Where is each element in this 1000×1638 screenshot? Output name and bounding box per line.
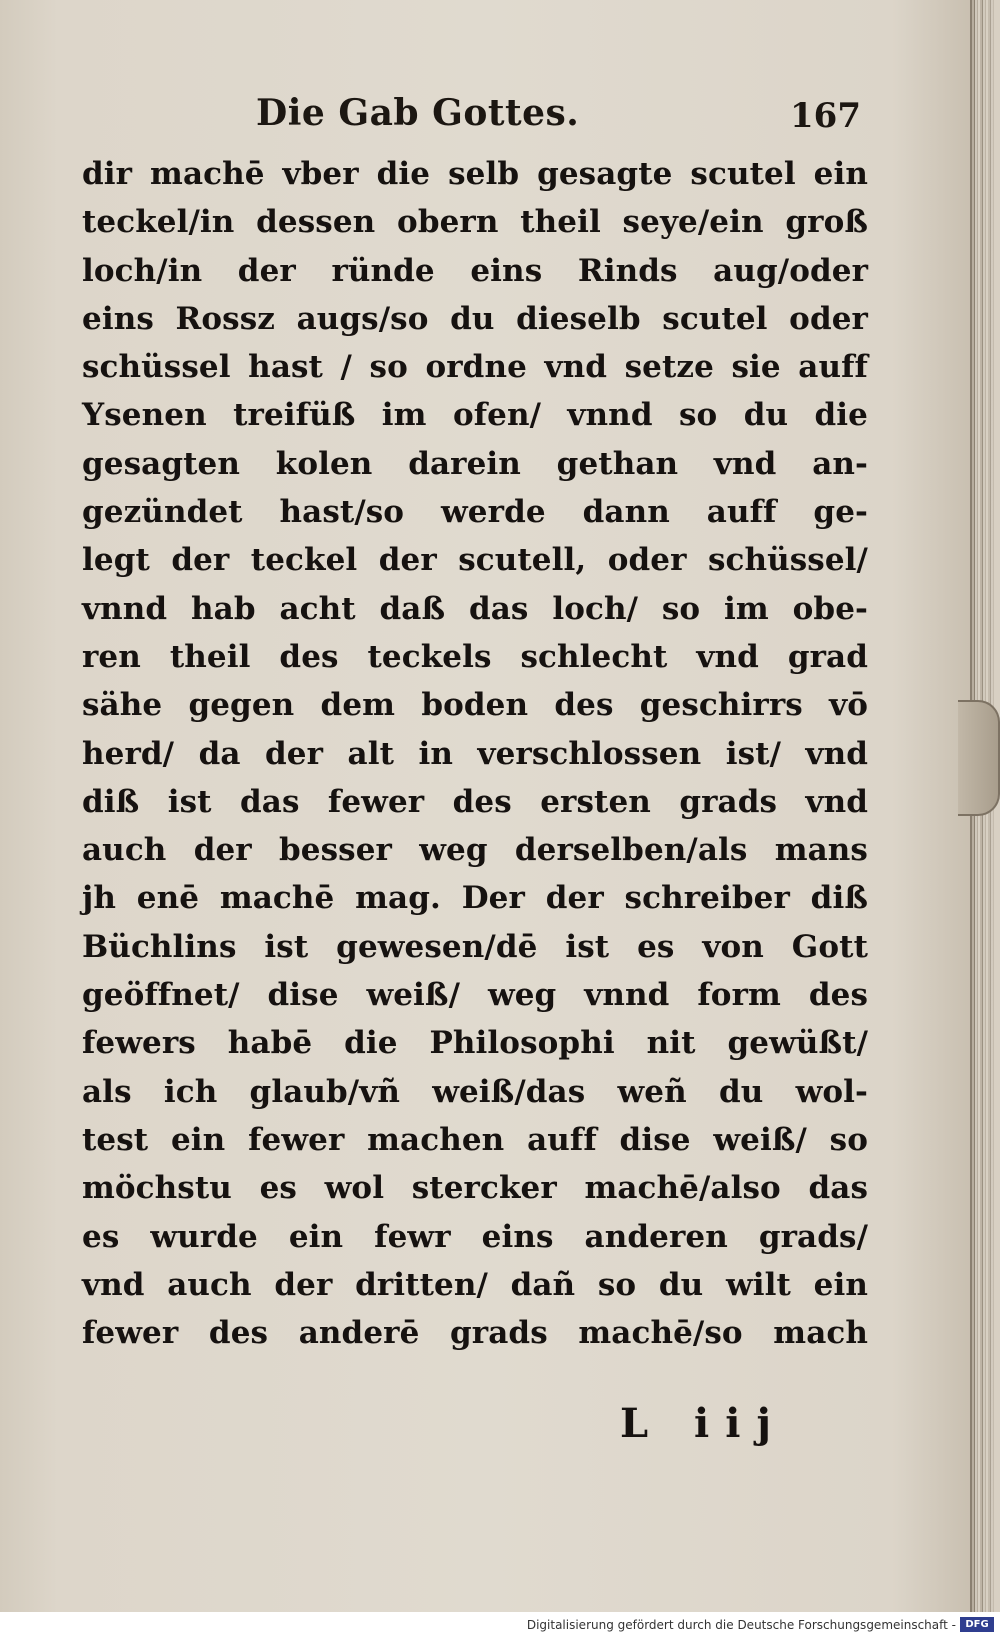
text-line: diß ist das fewer des ersten grads vnd bbox=[82, 783, 868, 820]
text-line: fewers habē die Philosophi nit gewüßt/ bbox=[82, 1025, 868, 1062]
text-line: dir machē vber die selb gesagte scutel ein bbox=[82, 156, 868, 192]
signature-mark: L iij bbox=[620, 1400, 787, 1447]
text-line: auch der besser weg derselben/als mans bbox=[82, 832, 868, 869]
text-line: vnnd hab acht daß das loch/ so im obe- bbox=[82, 590, 868, 627]
text-line: vnd auch der dritten/ dañ so du wilt ein bbox=[82, 1266, 868, 1303]
text-line: es wurde ein fewr eins anderen grads/ bbox=[82, 1218, 868, 1255]
text-line: gezündet hast/so werde dann auff ge- bbox=[82, 494, 868, 531]
text-line: herd/ da der alt in verschlossen ist/ vnd bbox=[82, 735, 868, 772]
text-line: gesagten kolen darein gethan vnd an- bbox=[82, 445, 868, 482]
text-line: loch/in der ründe eins Rinds aug/oder bbox=[82, 252, 868, 289]
text-line: sähe gegen dem boden des geschirrs vō bbox=[82, 687, 868, 724]
body-text bbox=[82, 150, 868, 1357]
clasp-tab bbox=[958, 700, 1000, 816]
text-line: teckel/in dessen obern theil seye/ein groß bbox=[82, 204, 868, 241]
text-line: test ein fewer machen auff dise weiß/ so bbox=[82, 1121, 868, 1158]
text-line: legt der teckel der scutell, oder schüssel/ bbox=[82, 542, 868, 579]
text-line: möchstu es wol stercker machē/also das bbox=[82, 1170, 868, 1207]
dfg-logo: DFG bbox=[960, 1617, 994, 1632]
text-line: jh enē machē mag. Der der schreiber diß bbox=[82, 880, 868, 917]
text-line: als ich glaub/vñ weiß/das weñ du wol- bbox=[82, 1073, 868, 1110]
page-number: 167 bbox=[790, 96, 861, 136]
text-line: geöffnet/ dise weiß/ weg vnnd form des bbox=[82, 977, 868, 1014]
funding-credit: Digitalisierung gefördert durch die Deutsche Forschungsgemeinschaft - bbox=[526, 1618, 956, 1632]
text-line: eins Rossz augs/so du dieselb scutel oder bbox=[82, 300, 868, 337]
text-line: ren theil des teckels schlecht vnd grad bbox=[82, 638, 868, 675]
digitization-footer bbox=[0, 1612, 1000, 1638]
running-head: Die Gab Gottes. bbox=[256, 92, 580, 134]
text-line: schüssel hast / so ordne vnd setze sie auff bbox=[82, 349, 868, 386]
text-line: Ysenen treifüß im ofen/ vnnd so du die bbox=[82, 397, 868, 434]
text-line: Büchlins ist gewesen/dē ist es von Gott bbox=[82, 928, 868, 965]
text-line: fewer des anderē grads machē/so mach bbox=[82, 1315, 868, 1352]
